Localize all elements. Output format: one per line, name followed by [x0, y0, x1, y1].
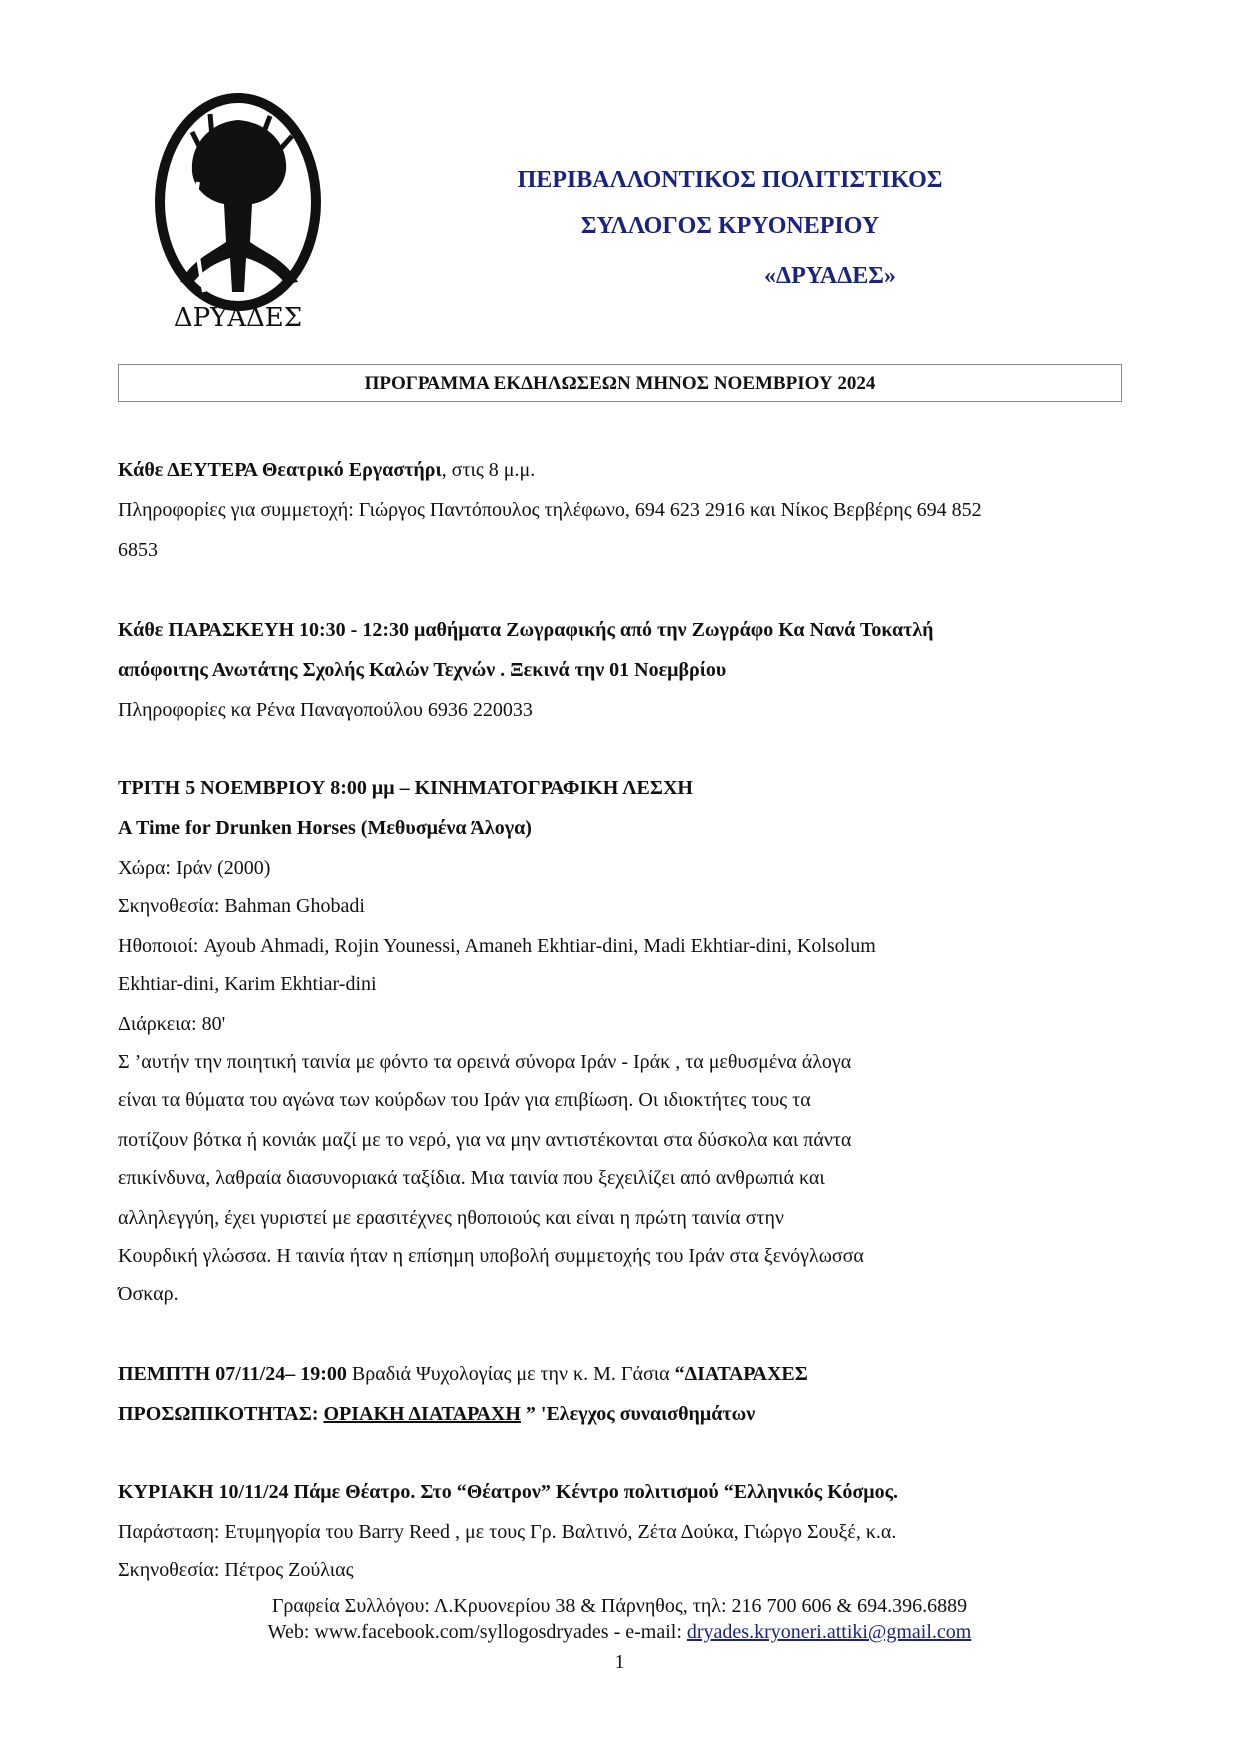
dryades-logo	[152, 92, 324, 340]
monday-info-line2: 6853	[118, 539, 158, 561]
footer-email-link[interactable]: dryades.kryoneri.attiki@gmail.com	[686, 1621, 972, 1643]
thursday-topic-c: ” 'Ελεγχος συναισθημάτων	[520, 1403, 756, 1425]
thursday-text: Βραδιά Ψυχολογίας με την κ. Μ. Γάσια	[346, 1363, 675, 1385]
footer-address: Γραφεία Συλλόγου: Λ.Κρυονερίου 38 & Πάρνηθος, τηλ: 216 700 606 & 694.396.6889	[271, 1595, 968, 1617]
org-name-line1: ΠΕΡΙΒΑΛΛΟΝΤΙΚΟΣ ΠΟΛΙΤΙΣΤΙΚΟΣ	[517, 167, 943, 193]
film-actors-line2: Ekhtiar-dini, Karim Ekhtiar-dini	[118, 973, 377, 995]
page-number: 1	[614, 1651, 625, 1673]
thursday-line1	[118, 1360, 808, 1388]
logo-text: ΔΡΥΑΔΕΣ	[173, 303, 303, 333]
sunday-play: Παράσταση: Ετυμηγορία του Barry Reed , με τους Γρ. Βαλτινό, Ζέτα Δούκα, Γιώργο Σουξέ, κ.α.	[118, 1521, 897, 1543]
film-title: A Time for Drunken Horses (Μεθυσμένα Άλογα)	[118, 817, 532, 839]
monday-title-rest: , στις 8 μ.μ.	[441, 459, 536, 481]
footer-web	[0, 1620, 1239, 1644]
film-country: Χώρα: Ιράν (2000)	[118, 857, 271, 879]
thursday-topic-a: ΠΡΟΣΩΠΙΚΟΤΗΤΑΣ:	[118, 1403, 324, 1425]
film-desc-line: Κουρδική γλώσσα. Η ταινία ήταν η επίσημη υποβολή συμμετοχής του Ιράν στα ξενόγλωσσα	[118, 1245, 864, 1267]
thursday-topic-underlined: ΟΡΙΑΚΗ ΔΙΑΤΑΡΑΧΗ	[323, 1403, 521, 1425]
film-desc-line: αλληλεγγύη, έχει γυριστεί με ερασιτέχνες ηθοποιούς και είναι η πρώτη ταινία στην	[118, 1207, 784, 1229]
tuesday-title: ΤΡΙΤΗ 5 ΝΟΕΜΒΡΙΟΥ 8:00 μμ – ΚΙΝΗΜΑΤΟΓΡΑΦΙΚΗ ΛΕΣΧΗ	[118, 777, 693, 799]
org-name-line2: ΣΥΛΛΟΓΟΣ ΚΡΥΟΝΕΡΙΟΥ	[580, 213, 880, 239]
friday-info: Πληροφορίες κα Ρένα Παναγοπούλου 6936 220033	[118, 699, 533, 721]
org-name-line3: «ΔΡΥΑΔΕΣ»	[764, 263, 896, 289]
monday-info-line1: Πληροφορίες για συμμετοχή: Γιώργος Παντόπουλος τηλέφωνο, 694 623 2916 και Νίκος Βερβέρης 694 852	[118, 499, 982, 521]
film-actors-line1: Ηθοποιοί: Ayoub Ahmadi, Rojin Younessi, Amaneh Ekhtiar-dini, Madi Ekhtiar-dini, Kolsolum	[118, 935, 876, 957]
film-desc-line: ποτίζουν βότκα ή κονιάκ μαζί με το νερό, για να μην αντιστέκονται στα δύσκολα και πάντα	[118, 1129, 852, 1151]
sunday-director: Σκηνοθεσία: Πέτρος Ζούλιας	[118, 1559, 354, 1581]
film-director: Σκηνοθεσία: Bahman Ghobadi	[118, 895, 365, 917]
monday-title-bold: Κάθε ΔΕΥΤΕΡΑ Θεατρικό Εργαστήρι	[118, 459, 442, 481]
footer-web-prefix: Web: www.facebook.com/syllogosdryades - e-mail:	[267, 1621, 687, 1643]
film-duration: Διάρκεια: 80'	[118, 1013, 226, 1035]
monday-title	[118, 456, 535, 484]
program-banner: ΠΡΟΓΡΑΜΜΑ ΕΚΔΗΛΩΣΕΩΝ ΜΗΝΟΣ ΝΟΕΜΒΡΙΟΥ 2024	[118, 364, 1122, 402]
friday-title-line1: Κάθε ΠΑΡΑΣΚΕΥΗ 10:30 - 12:30 μαθήματα Ζωγραφικής από την Ζωγράφο Κα Νανά Τοκατλή	[118, 619, 934, 641]
sunday-title: ΚΥΡΙΑΚΗ 10/11/24 Πάμε Θέατρο. Στο “Θέατρον” Κέντρο πολιτισμού “Ελληνικός Κόσμος.	[118, 1481, 899, 1503]
film-desc-line: είναι τα θύματα του αγώνα των κούρδων του Ιράν για επιβίωση. Οι ιδιοκτήτες τους τα	[118, 1089, 811, 1111]
thursday-topic-start: “ΔΙΑΤΑΡΑΧΕΣ	[674, 1363, 808, 1385]
tree-woman-logo-icon	[152, 92, 324, 340]
thursday-line2	[118, 1400, 755, 1428]
film-desc-line: επικίνδυνα, λαθραία διασυνοριακά ταξίδια. Μια ταινία που ξεχειλίζει από ανθρωπιά και	[118, 1167, 825, 1189]
film-desc-line: Σ ’αυτήν την ποιητική ταινία με φόντο τα ορεινά σύνορα Ιράν - Ιράκ , τα μεθυσμένα άλογα	[118, 1051, 852, 1073]
thursday-date: ΠΕΜΠΤΗ 07/11/24– 19:00	[118, 1363, 347, 1385]
film-desc-line: Όσκαρ.	[118, 1283, 179, 1305]
friday-title-line2: απόφοιτης Ανωτάτης Σχολής Καλών Τεχνών . Ξεκινά την 01 Νοεμβρίου	[118, 659, 727, 681]
